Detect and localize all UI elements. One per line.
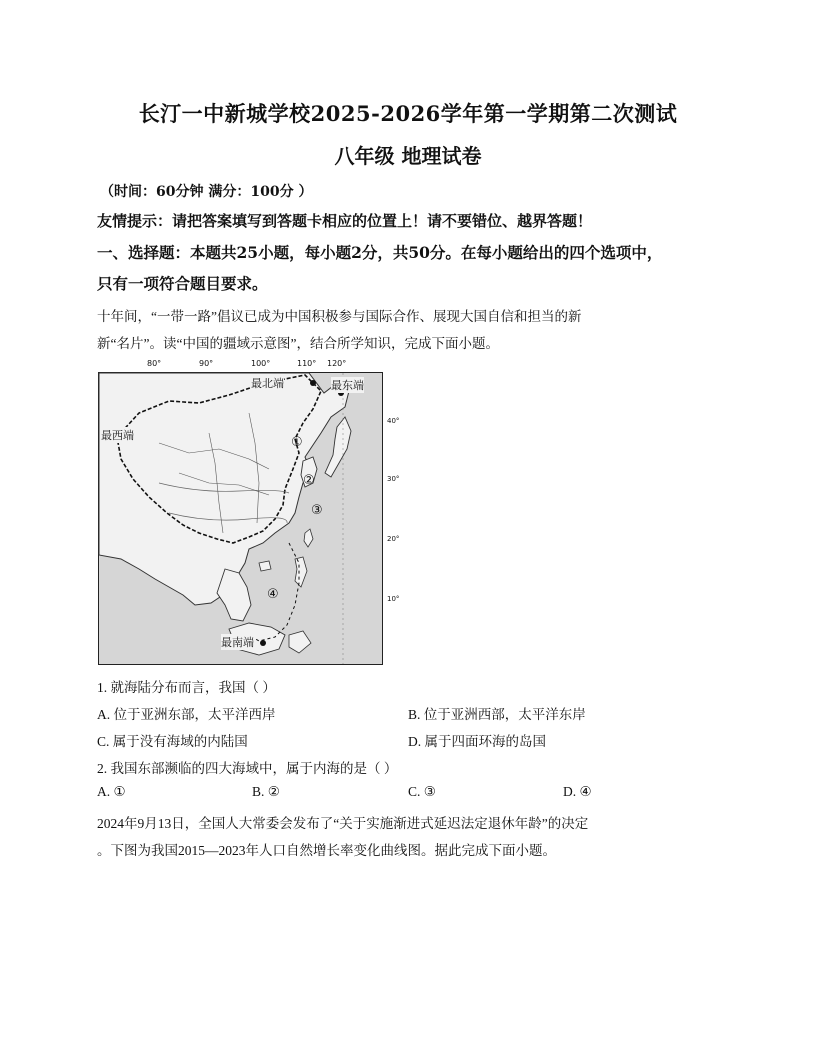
map-tick-top: 100° bbox=[251, 359, 271, 368]
friendly-tip: 友情提示：请把答案填写到答题卡相应的位置上！请不要错位、越界答题！ bbox=[97, 212, 593, 230]
q2-option-b: B. ② bbox=[252, 784, 280, 799]
map-tick-right: 30° bbox=[387, 475, 400, 483]
exam-time-score: （时间：60分钟 满分：100分 ） bbox=[100, 184, 313, 200]
question-2-stem: 2. 我国东部濒临的四大海域中，属于内海的是（ ） bbox=[97, 761, 398, 776]
exam-subtitle: 八年级 地理试卷 bbox=[334, 144, 482, 168]
map-tick-top: 80° bbox=[147, 359, 162, 368]
passage1-line2: 新“名片”。读“中国的疆域示意图”，结合所学知识，完成下面小题。 bbox=[97, 336, 499, 351]
map-tick-top: 110° bbox=[297, 359, 317, 368]
q1-option-b: B. 位于亚洲西部，太平洋东岸 bbox=[408, 707, 586, 722]
sea-marker-1: ① bbox=[291, 435, 303, 450]
map-tick-right: 40° bbox=[387, 417, 400, 425]
q1-option-c: C. 属于没有海域的内陆国 bbox=[97, 734, 248, 749]
map-label-west: 最西端 bbox=[101, 429, 134, 442]
map-tick-right: 10° bbox=[387, 595, 400, 603]
map-tick-right: 20° bbox=[387, 535, 400, 543]
question-1-stem: 1. 就海陆分布而言，我国（ ） bbox=[97, 680, 276, 695]
q2-option-a: A. ① bbox=[97, 784, 126, 799]
exam-title: 长汀一中新城学校2025-2026学年第一学期第二次测试 bbox=[138, 101, 678, 126]
q2-option-d: D. ④ bbox=[563, 784, 592, 799]
passage2-line1: 2024年9月13日，全国人大常委会发布了“关于实施渐进式延迟法定退休年龄”的决定 bbox=[97, 816, 589, 831]
sea-marker-2: ② bbox=[303, 473, 315, 488]
section-heading-line1: 一、选择题：本题共25小题，每小题2分，共50分。在每小题给出的四个选项中， bbox=[97, 243, 663, 262]
map-label-north: 最北端 bbox=[251, 377, 284, 390]
q2-option-c: C. ③ bbox=[408, 784, 436, 799]
q1-option-a: A. 位于亚洲东部，太平洋西岸 bbox=[97, 707, 276, 722]
map-label-south: 最南端 bbox=[221, 636, 254, 649]
sea-marker-4: ④ bbox=[267, 587, 279, 602]
section-heading-line2: 只有一项符合题目要求。 bbox=[97, 274, 268, 293]
passage2-line2: 。下图为我国2015—2023年人口自然增长率变化曲线图。据此完成下面小题。 bbox=[97, 843, 556, 858]
map-label-east: 最东端 bbox=[331, 379, 364, 392]
china-territory-map bbox=[98, 359, 400, 665]
map-tick-top: 120° bbox=[327, 359, 347, 368]
sea-marker-3: ③ bbox=[311, 503, 323, 518]
passage1-line1: 十年间，“一带一路”倡议已成为中国积极参与国际合作、展现大国自信和担当的新 bbox=[97, 309, 582, 324]
map-tick-top: 90° bbox=[199, 359, 214, 368]
q1-option-d: D. 属于四面环海的岛国 bbox=[408, 734, 546, 749]
